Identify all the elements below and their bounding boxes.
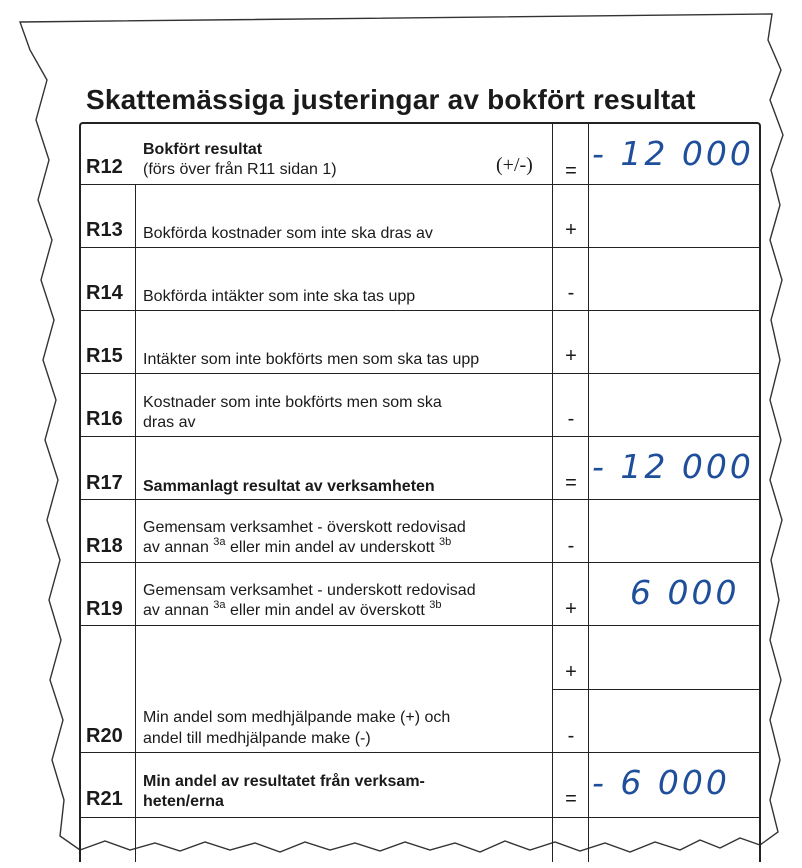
row-code-r15: R15 xyxy=(86,345,123,367)
footnote-ref: 3a xyxy=(213,536,226,548)
row-code-r13: R13 xyxy=(86,219,123,241)
row-code-r16: R16 xyxy=(86,408,123,430)
operator-r17: = xyxy=(565,472,577,494)
operator-r19: + xyxy=(565,598,577,620)
row-code-r17: R17 xyxy=(86,472,123,494)
row-label-r21-line1: Min andel av resultatet från verksam- xyxy=(143,773,425,790)
row-code-r14: R14 xyxy=(86,282,123,304)
row-code-r19: R19 xyxy=(86,598,123,620)
row-sublabel-r12: (förs över från R11 sidan 1) xyxy=(143,161,337,178)
row-divider xyxy=(80,310,760,311)
row-label-r18-line1: Gemensam verksamhet - överskott redovisad xyxy=(143,519,466,536)
row-label-r16-line2: dras av xyxy=(143,414,196,431)
operator-r21: = xyxy=(565,788,577,810)
row-divider xyxy=(80,499,760,500)
row-divider xyxy=(80,436,760,437)
footnote-ref: 3b xyxy=(439,536,452,548)
row-label-r15: Intäkter som inte bokförts men som ska tas upp xyxy=(143,351,480,368)
row-label-r14: Bokförda intäkter som inte ska tas upp xyxy=(143,288,416,305)
row-divider xyxy=(80,625,760,626)
operator-r18: - xyxy=(567,535,575,557)
row-label-r13: Bokförda kostnader som inte ska dras av xyxy=(143,225,433,242)
row-divider xyxy=(80,817,760,818)
row-divider xyxy=(80,752,760,753)
row-divider xyxy=(552,689,760,690)
row-label-r20-line2: andel till medhjälpande make (-) xyxy=(143,730,371,747)
row-code-r20: R20 xyxy=(86,725,123,747)
value-r12[interactable]: - 12 000 xyxy=(592,134,754,173)
row-label-r20-line1: Min andel som medhjälpande make (+) och xyxy=(143,709,451,726)
row-label-r18-line2: av annan $^{3a}$ eller min andel av underskott $^{3b}$ xyxy=(143,536,452,556)
operator-r15: + xyxy=(565,345,577,367)
operator-r16: - xyxy=(567,408,575,430)
operator-r13: + xyxy=(565,219,577,241)
row-label-r16-line1: Kostnader som inte bokförts men som ska xyxy=(143,394,442,411)
operator-r20-minus: - xyxy=(567,725,575,747)
row-label-r21-line2: heten/erna xyxy=(143,793,224,810)
sign-hint-r12: (+/-) xyxy=(496,154,533,176)
row-label-r19-line1: Gemensam verksamhet - underskott redovisad xyxy=(143,582,476,599)
row-label-r17: Sammanlagt resultat av verksamheten xyxy=(143,478,435,495)
operator-r20-plus: + xyxy=(565,661,577,683)
row-label-r19-line2: av annan $^{3a}$ eller min andel av överskott $^{3b}$ xyxy=(143,599,442,619)
value-r19[interactable]: 6 000 xyxy=(630,573,740,612)
row-label-r12: Bokfört resultat xyxy=(143,141,263,158)
row-code-r21: R21 xyxy=(86,788,123,810)
operator-r14: - xyxy=(567,282,575,304)
row-divider xyxy=(80,562,760,563)
value-r17[interactable]: - 12 000 xyxy=(592,447,754,486)
column-divider-label xyxy=(135,184,136,862)
row-code-r18: R18 xyxy=(86,535,123,557)
operator-r12: = xyxy=(565,160,577,182)
row-divider xyxy=(80,184,760,185)
footnote-ref: 3b xyxy=(429,599,442,611)
value-r21[interactable]: - 6 000 xyxy=(592,763,730,802)
row-divider xyxy=(80,373,760,374)
form-title: Skattemässiga justeringar av bokfört resultat xyxy=(86,84,696,115)
row-code-r12: R12 xyxy=(86,156,123,178)
footnote-ref: 3a xyxy=(213,599,226,611)
row-divider xyxy=(80,247,760,248)
